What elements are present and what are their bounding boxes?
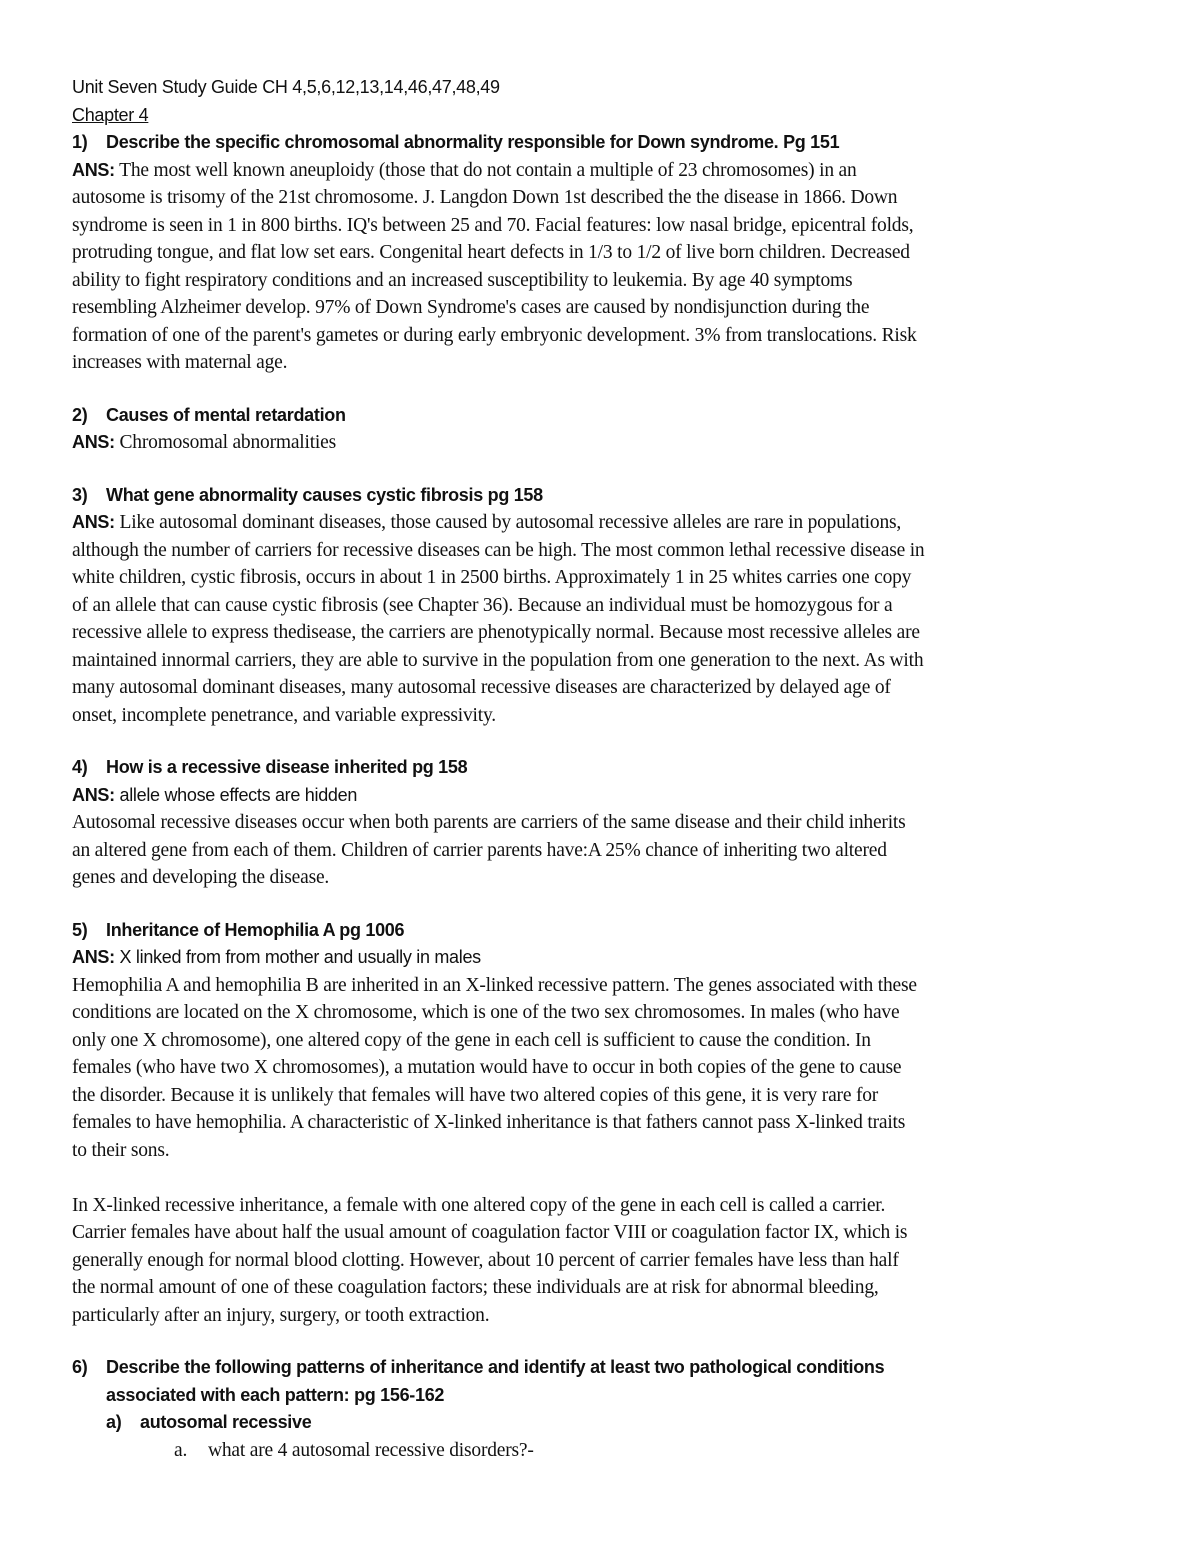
answer-line: Autosomal recessive diseases occur when both parents are carriers of the same disease and their child inherits [72,812,906,833]
answer-first-line [72,509,1152,537]
answer-first-line [72,782,1152,810]
sub-question: autosomal recessive [140,1412,312,1432]
spacer [72,892,1152,917]
answer-line: onset, incomplete penetrance, and variable expressivity. [72,704,496,726]
subsub-label: a. [174,1439,188,1461]
answer-first-line [72,429,1152,457]
question-text: Inheritance of Hemophilia A pg 1006 [106,919,405,940]
answer-line: resembling Alzheimer develop. 97% of Down Syndrome's cases are caused by nondisjunction during the [72,297,870,318]
answer-text: Chromosomal abnormalities [114,432,336,453]
answer-line: increases with maternal age. [72,352,288,373]
answer-line: only one X chromosome), one altered copy of the gene in each cell is sufficient to cause the condition. In [72,1029,871,1051]
answer-line: protruding tongue, and flat low set ears. Congenital heart defects in 1/3 to 1/2 of live born children. Decreased [72,242,910,263]
spacer [72,377,1152,402]
question-number: 6) [72,1357,88,1377]
question-number: 4) [72,757,88,777]
question-heading [72,917,1152,945]
answer-text: allele whose effects are hidden [114,784,358,805]
ans-label: ANS: [72,784,115,805]
ans-label: ANS: [72,512,115,532]
question-text: Describe the specific chromosomal abnormality responsible for Down syndrome. Pg 151 [106,132,840,152]
answer-line: ability to fight respiratory conditions and an increased susceptibility to leukemia. By age 40 symptoms [72,269,853,291]
answer-line: genes and developing the disease. [72,867,330,888]
question-heading [72,129,1152,157]
document-title: Unit Seven Study Guide CH 4,5,6,12,13,14,46,47,48,49 [72,77,500,97]
question-heading [72,754,1152,782]
answer-line: recessive allele to express thedisease, the carriers are phenotypically normal. Because most recessive alleles are [72,622,920,643]
answer-line: autosome is trisomy of the 21st chromosome. J. Langdon Down 1st described the the disease in 1866. Down [72,187,898,208]
answer-line: an altered gene from each of them. Children of carrier parents have:A 25% chance of inheriting two altered [72,839,887,861]
answer-line: the disorder. Because it is unlikely that females will have two altered copies of this gene, it is very rare for [72,1084,879,1106]
answer-line: females (who have two X chromosomes), a mutation would have to occur in both copies of the gene to cause [72,1057,902,1078]
blank-line [72,1164,1152,1192]
document-page [72,74,1152,1464]
ans-label: ANS: [72,159,115,180]
answer-first-line [72,157,1152,185]
answer-line: syndrome is seen in 1 in 800 births. IQ's between 25 and 70. Facial features: low nasal bridge, epicentral folds, [72,214,914,236]
answer-line: Hemophilia A and hemophilia B are inherited in an X-linked recessive pattern. The genes associated with these [72,974,917,996]
answer-line: formation of one of the parent's gametes or during early embryonic development. 3% from translocations. Risk [72,324,917,346]
answer-line: to their sons. [72,1139,170,1161]
answer-line: females to have hemophilia. A characteristic of X-linked inheritance is that fathers cannot pass X-linked traits [72,1112,906,1133]
question-number: 5) [72,919,88,940]
answer-line: particularly after an injury, surgery, or tooth extraction. [72,1304,490,1326]
question-2 [72,377,1152,457]
question-number: 2) [72,404,88,425]
question-number: 1) [72,132,88,152]
question-1 [72,129,1152,377]
answer-line: many autosomal dominant diseases, many autosomal recessive diseases are characterized by delayed age of [72,677,891,698]
answer-text: The most well known aneuploidy (those that do not contain a multiple of 23 chromosomes) in an [114,159,857,181]
answer-line: although the number of carriers for recessive diseases can be high. The most common lethal recessive disease in [72,539,925,561]
question-text: Causes of mental retardation [106,404,346,425]
answer-first-line [72,944,1152,972]
question-6 [72,1354,1152,1464]
question-number: 3) [72,484,88,505]
subsub-question: what are 4 autosomal recessive disorders?- [208,1439,534,1461]
spacer [72,729,1152,754]
ans-label: ANS: [72,432,115,452]
chapter-heading: Chapter 4 [72,104,149,125]
question-heading [72,482,1152,510]
ans-label: ANS: [72,947,115,967]
spacer [72,457,1152,482]
question-4 [72,729,1152,892]
question-text: associated with each pattern: pg 156-162 [106,1384,445,1405]
question-5 [72,892,1152,1330]
question-text: Describe the following patterns of inheritance and identify at least two pathological conditions [106,1357,885,1377]
answer-line: of an allele that can cause cystic fibrosis (see Chapter 36). Because an individual must be homozygous for a [72,594,893,616]
question-text: How is a recessive disease inherited pg 158 [106,757,468,777]
answer-line: the normal amount of one of these coagulation factors; these individuals are at risk for abnormal bleeding, [72,1277,879,1298]
sub-label: a) [106,1412,122,1432]
answer-line: maintained innormal carriers, they are able to survive in the population from one generation to the next. As with [72,649,924,671]
answer-text: Like autosomal dominant diseases, those caused by autosomal recessive alleles are rare in populations, [114,512,902,533]
question-3 [72,457,1152,730]
answer-text: X linked from from mother and usually in males [114,947,481,967]
answer-line: Carrier females have about half the usual amount of coagulation factor VIII or coagulation factor IX, which is [72,1222,908,1243]
answer-line: conditions are located on the X chromosome, which is one of the two sex chromosomes. In males (who have [72,1002,900,1023]
question-text: What gene abnormality causes cystic fibrosis pg 158 [106,484,543,505]
answer-line: white children, cystic fibrosis, occurs in about 1 in 2500 births. Approximately 1 in 25 whites carries one copy [72,567,912,588]
answer-line: In X-linked recessive inheritance, a female with one altered copy of the gene in each cell is called a carrier. [72,1194,886,1216]
question-heading [72,402,1152,430]
answer-line: generally enough for normal blood clotting. However, about 10 percent of carrier females have less than half [72,1249,899,1271]
